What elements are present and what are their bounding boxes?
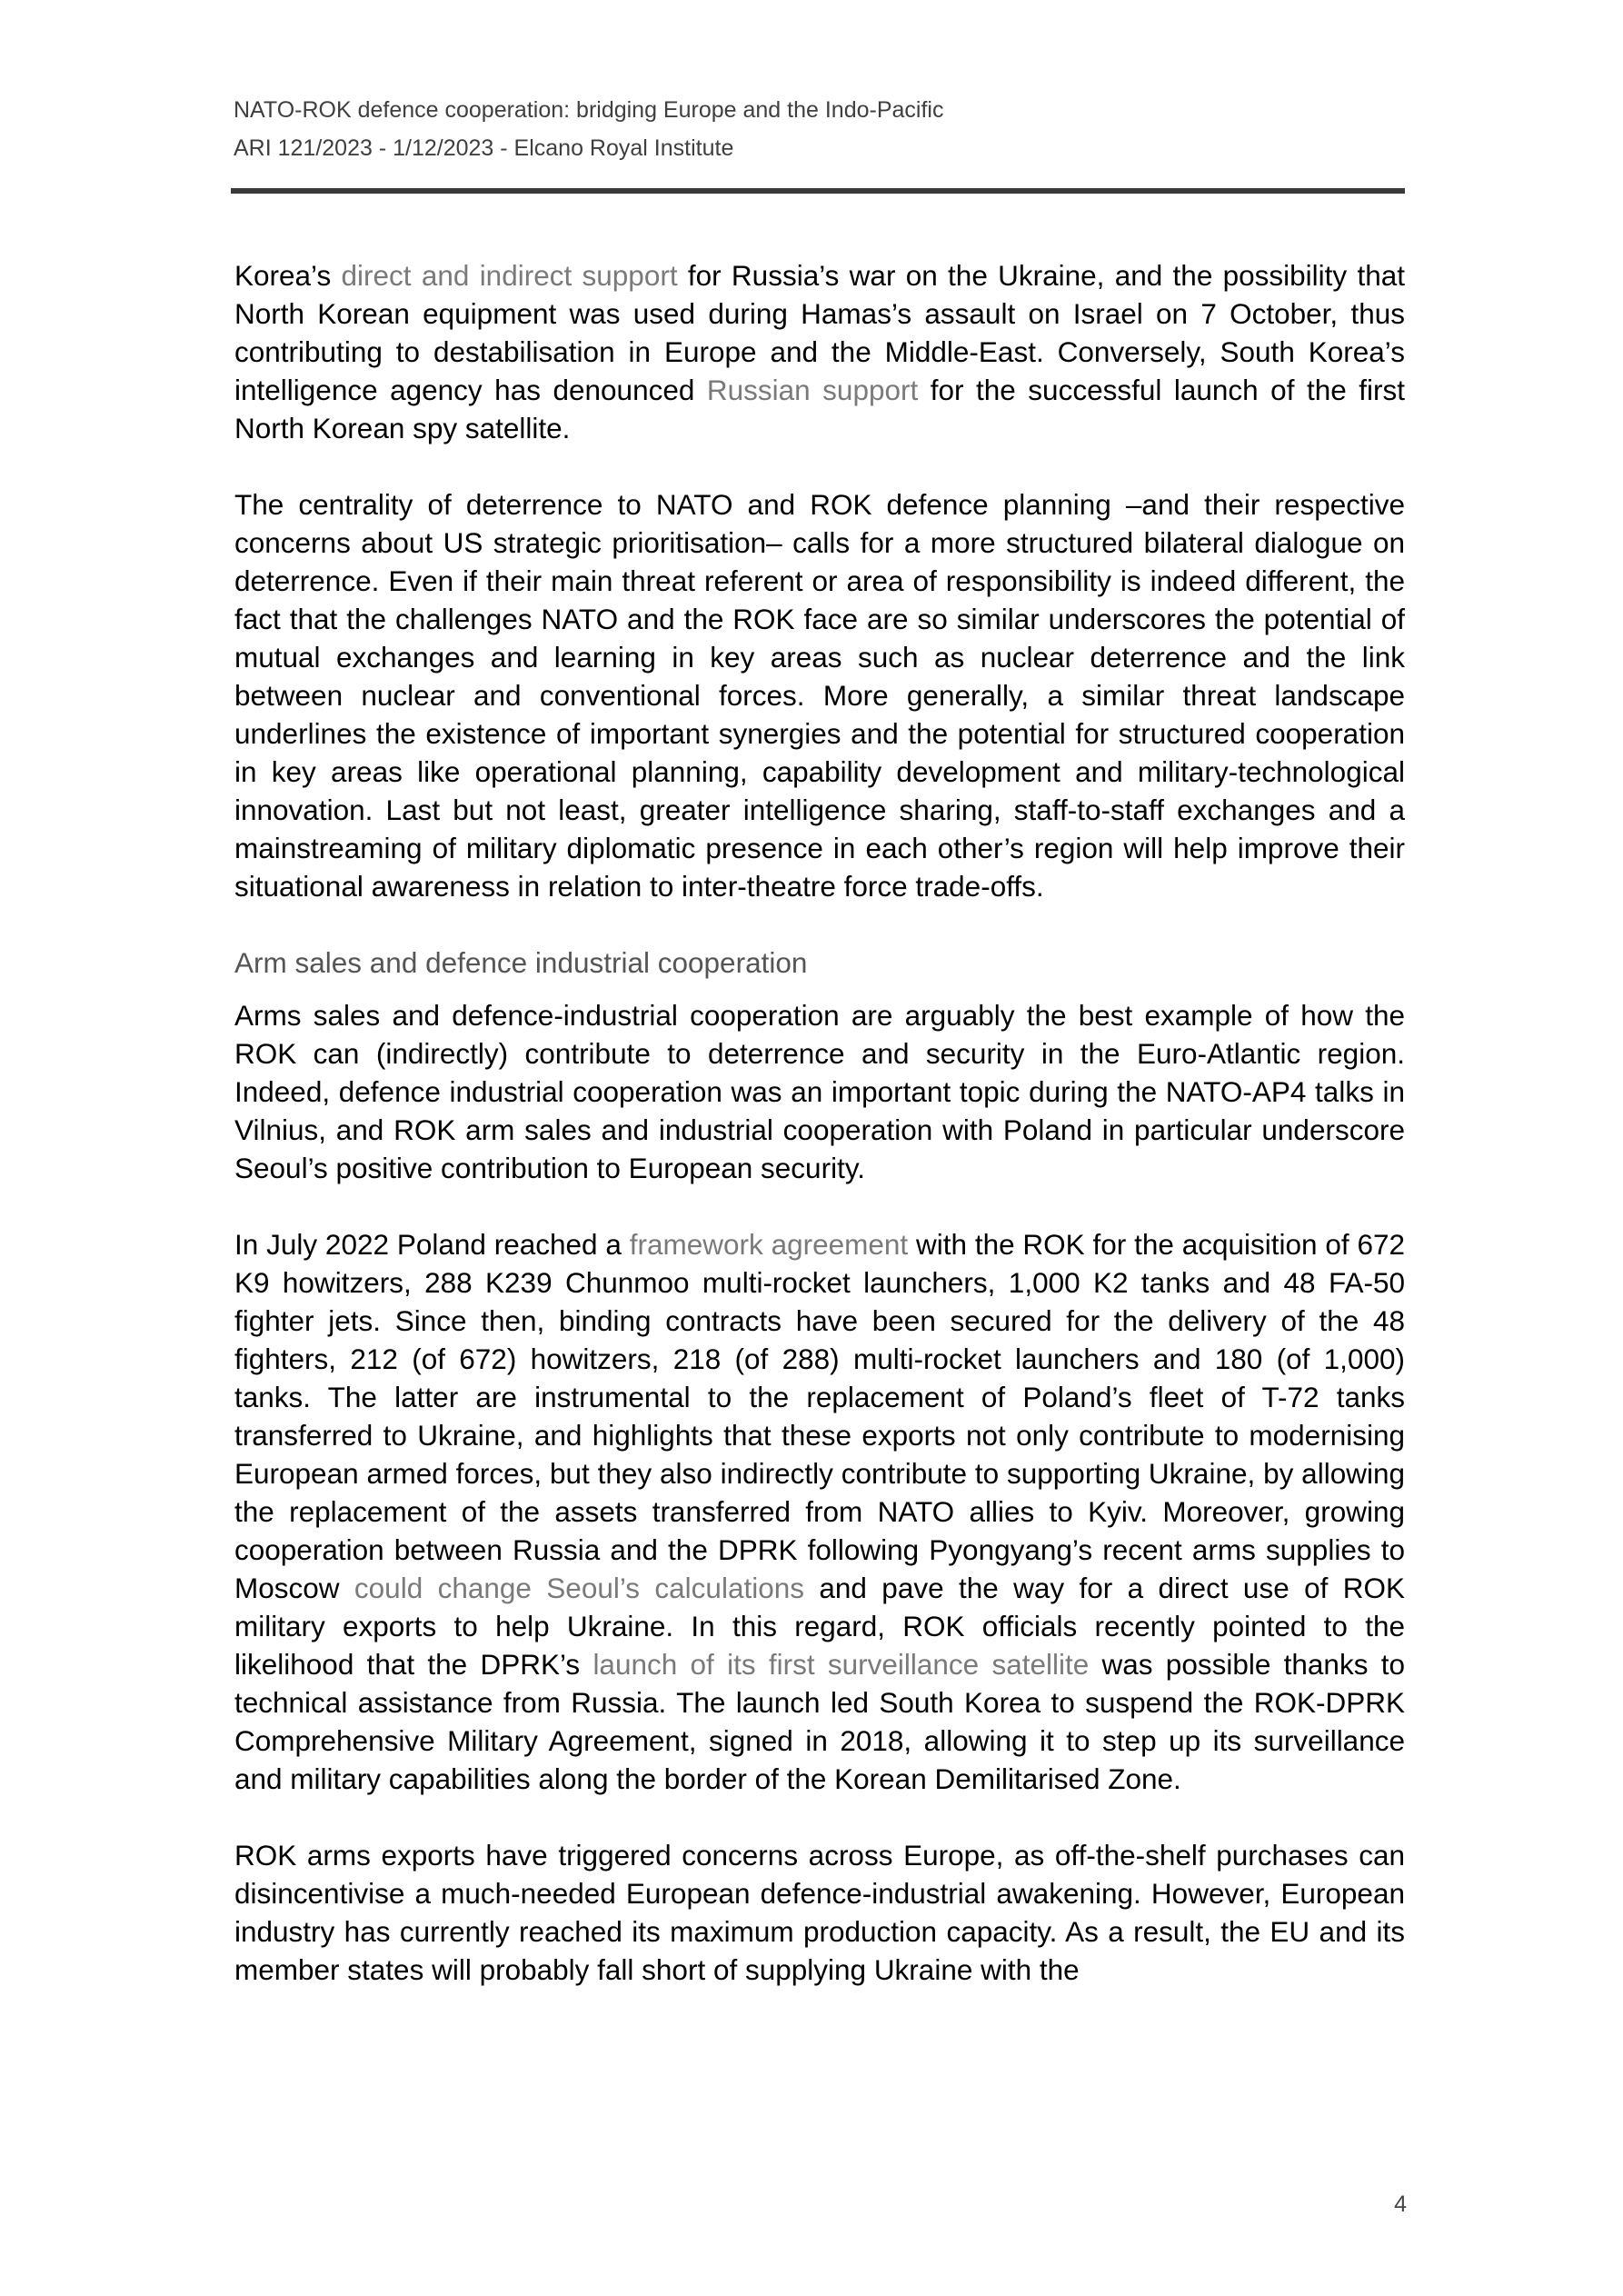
paragraph-5: ROK arms exports have triggered concerns across Europe, as off-the-shelf purchases can disincentivise a much-needed European defence-industrial awakening. However, European industry has currently reached its maximum production capacity. As a result, the EU and its member states will probably fall short of supplying Ukraine with the (234, 1839, 1405, 1986)
paragraph-4 (234, 1225, 1405, 1798)
paragraph-1-text-3: for the successful launch of the first North Korean spy satellite. (234, 374, 1405, 444)
document-body (234, 256, 1405, 1989)
link-direct-and-indirect-support[interactable]: direct and indirect support (341, 259, 678, 292)
paragraph-4-text-1: In July 2022 Poland reached a (234, 1228, 630, 1261)
paragraph-1-text-1: Korea’s (234, 259, 342, 292)
header-title: NATO-ROK defence cooperation: bridging Europe and the Indo-Pacific (234, 97, 944, 123)
section-heading: Arm sales and defence industrial cooperation (234, 946, 808, 979)
link-framework-agreement[interactable]: framework agreement (629, 1228, 909, 1261)
paragraph-2: The centrality of deterrence to NATO and ROK defence planning –and their respective concerns about US strategic prioritisation– calls for a more structured bilateral dialogue on deterrence. Even if their main threat referent or area of responsibility is indeed different, the fact that the challenges NATO and the ROK face are so similar underscores the potential of mutual exchanges and learning in key areas such as nuclear deterrence and the link between nuclear and conventional forces. More generally, a similar threat landscape underlines the existence of important synergies and the potential for structured cooperation in key areas like operational planning, capability development and military-technological innovation. Last but not least, greater intelligence sharing, staff-to-staff exchanges and a mainstreaming of military diplomatic presence in each other’s region will help improve their situational awareness in relation to inter-theatre force trade-offs. (234, 488, 1405, 903)
paragraph-4-text-3: and pave the way for a direct use of ROK military exports to help Ukraine. In this regard, ROK officials recently pointed to the likelihood that the DPRK’s (234, 1572, 1405, 1681)
header-subtitle: ARI 121/2023 - 1/12/2023 - Elcano Royal Institute (234, 135, 734, 161)
header-divider (231, 188, 1405, 194)
paragraph-4-text-2: with the ROK for the acquisition of 672 K9 howitzers, 288 K239 Chunmoo multi-rocket launchers, 1,000 K2 tanks and 48 FA-50 fighter jets. Since then, binding contracts have been secured for the delivery of the 48 fighters, 212 (of 672) howitzers, 218 (of 288) multi-rocket launchers and 180 (of 1,000) tanks. The latter are instrumental to the replacement of Poland’s fleet of T-72 tanks transferred to Ukraine, and highlights that these exports not only contribute to modernising European armed forces, but they also indirectly contribute to supporting Ukraine, by allowing the replacement of the assets transferred from NATO allies to Kyiv. Moreover, growing cooperation between Russia and the DPRK following Pyongyang’s recent arms supplies to Moscow (234, 1228, 1406, 1604)
paragraph-3: Arms sales and defence-industrial cooperation are arguably the best example of how the ROK can (indirectly) contribute to deterrence and security in the Euro-Atlantic region. Indeed, defence industrial cooperation was an important topic during the NATO-AP4 talks in Vilnius, and ROK arm sales and industrial cooperation with Poland in particular underscore Seoul’s positive contribution to European security. (234, 999, 1405, 1184)
link-russian-support[interactable]: Russian support (706, 374, 919, 406)
paragraph-4-text-4: was possible thanks to technical assistance from Russia. The launch led South Korea to suspend the ROK-DPRK Comprehensive Military Agreement, signed in 2018, allowing it to step up its surveillance and military capabilities along the border of the Korean Demilitarised Zone. (234, 1648, 1405, 1795)
link-launch-of-first-surveillance-satellite[interactable]: launch of its first surveillance satellite (592, 1648, 1090, 1681)
page-number: 4 (1394, 2191, 1407, 2217)
link-could-change-seouls-calculations[interactable]: could change Seoul’s calculations (353, 1572, 804, 1604)
paragraph-1 (234, 256, 1405, 447)
paragraph-1-text-2: for Russia’s war on the Ukraine, and the possibility that North Korean equipment was used during Hamas’s assault on Israel on 7 October, thus contributing to destabilisation in Europe and the Middle-East. Conversely, South Korea’s intelligence agency has denounced (234, 259, 1405, 406)
running-header (234, 91, 1406, 167)
